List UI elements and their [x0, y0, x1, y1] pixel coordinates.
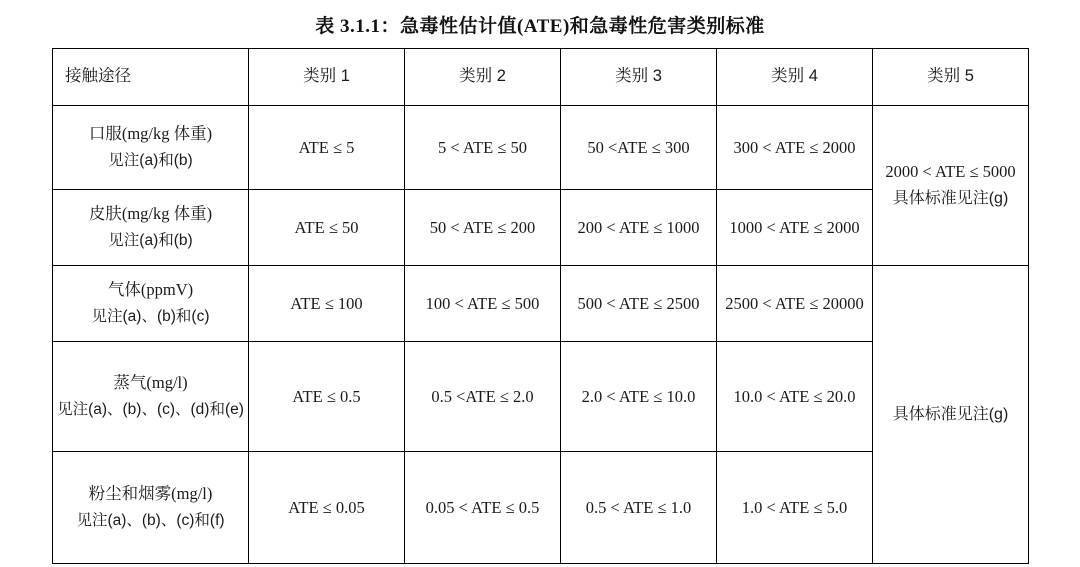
cell-dust-cat2: 0.05 < ATE ≤ 0.5: [405, 452, 561, 564]
cell-dust-cat4: 1.0 < ATE ≤ 5.0: [717, 452, 873, 564]
cell-dermal-cat2: 50 < ATE ≤ 200: [405, 190, 561, 266]
cell-oral-cat1: ATE ≤ 5: [249, 106, 405, 190]
cell-gas-cat4: 2500 < ATE ≤ 20000: [717, 266, 873, 342]
route-unit: (mg/kg 体重): [121, 124, 213, 144]
route-unit: (mg/l): [171, 484, 213, 504]
route-notes: 见注(a)、(b)、(c)、(d)和(e): [57, 401, 244, 418]
table-body: [53, 106, 1029, 564]
row-route-dermal: [53, 190, 249, 266]
row-route-gas: [53, 266, 249, 342]
column-header-route: 接触途径: [53, 49, 249, 106]
ate-criteria-table: [52, 48, 1029, 564]
column-header-category-3: 类别 3: [561, 49, 717, 106]
route-name: 粉尘和烟雾: [88, 485, 172, 504]
cell-cat5-lower: [873, 266, 1029, 564]
cat5-range: 2000 < ATE ≤ 5000: [885, 162, 1016, 182]
cell-dermal-cat1: ATE ≤ 50: [249, 190, 405, 266]
cell-gas-cat3: 500 < ATE ≤ 2500: [561, 266, 717, 342]
cell-dust-cat3: 0.5 < ATE ≤ 1.0: [561, 452, 717, 564]
cat5-note: 具体标准见注(g): [892, 406, 1009, 424]
table-header-row: [53, 49, 1029, 106]
cell-oral-cat4: 300 < ATE ≤ 2000: [717, 106, 873, 190]
cell-vapour-cat1: ATE ≤ 0.5: [249, 342, 405, 452]
table-row: [53, 266, 1029, 342]
cell-vapour-cat2: 0.5 <ATE ≤ 2.0: [405, 342, 561, 452]
route-name: 皮肤: [88, 205, 122, 224]
cat5-note: 具体标准见注(g): [892, 189, 1009, 207]
route-notes: 见注(a)、(b)、(c)和(f): [76, 512, 225, 529]
column-header-category-2: 类别 2: [405, 49, 561, 106]
route-notes: 见注(a)和(b): [108, 232, 193, 249]
route-name: 气体: [107, 281, 141, 300]
row-route-dust-mist: [53, 452, 249, 564]
route-unit: (mg/l): [146, 373, 188, 393]
table-row: [53, 106, 1029, 190]
route-unit: (mg/kg 体重): [121, 204, 213, 224]
route-notes: 见注(a)和(b): [108, 152, 193, 169]
cell-oral-cat2: 5 < ATE ≤ 50: [405, 106, 561, 190]
cell-dermal-cat3: 200 < ATE ≤ 1000: [561, 190, 717, 266]
table-caption: 表 3.1.1：急毒性估计值(ATE)和急毒性危害类别标准: [315, 16, 765, 37]
cell-dermal-cat4: 1000 < ATE ≤ 2000: [717, 190, 873, 266]
cell-vapour-cat4: 10.0 < ATE ≤ 20.0: [717, 342, 873, 452]
route-notes: 见注(a)、(b)和(c): [91, 308, 210, 325]
route-name: 蒸气: [113, 374, 147, 393]
cell-cat5-upper: [873, 106, 1029, 266]
route-name: 口服: [88, 125, 122, 144]
table-header: [53, 49, 1029, 106]
column-header-category-1: 类别 1: [249, 49, 405, 106]
cell-vapour-cat3: 2.0 < ATE ≤ 10.0: [561, 342, 717, 452]
cell-gas-cat2: 100 < ATE ≤ 500: [405, 266, 561, 342]
row-route-vapour: [53, 342, 249, 452]
column-header-category-5: 类别 5: [873, 49, 1029, 106]
column-header-category-4: 类别 4: [717, 49, 873, 106]
row-route-oral: [53, 106, 249, 190]
cell-gas-cat1: ATE ≤ 100: [249, 266, 405, 342]
cell-dust-cat1: ATE ≤ 0.05: [249, 452, 405, 564]
route-unit: (ppmV): [140, 280, 194, 300]
cell-oral-cat3: 50 <ATE ≤ 300: [561, 106, 717, 190]
table-container: [52, 48, 1028, 564]
